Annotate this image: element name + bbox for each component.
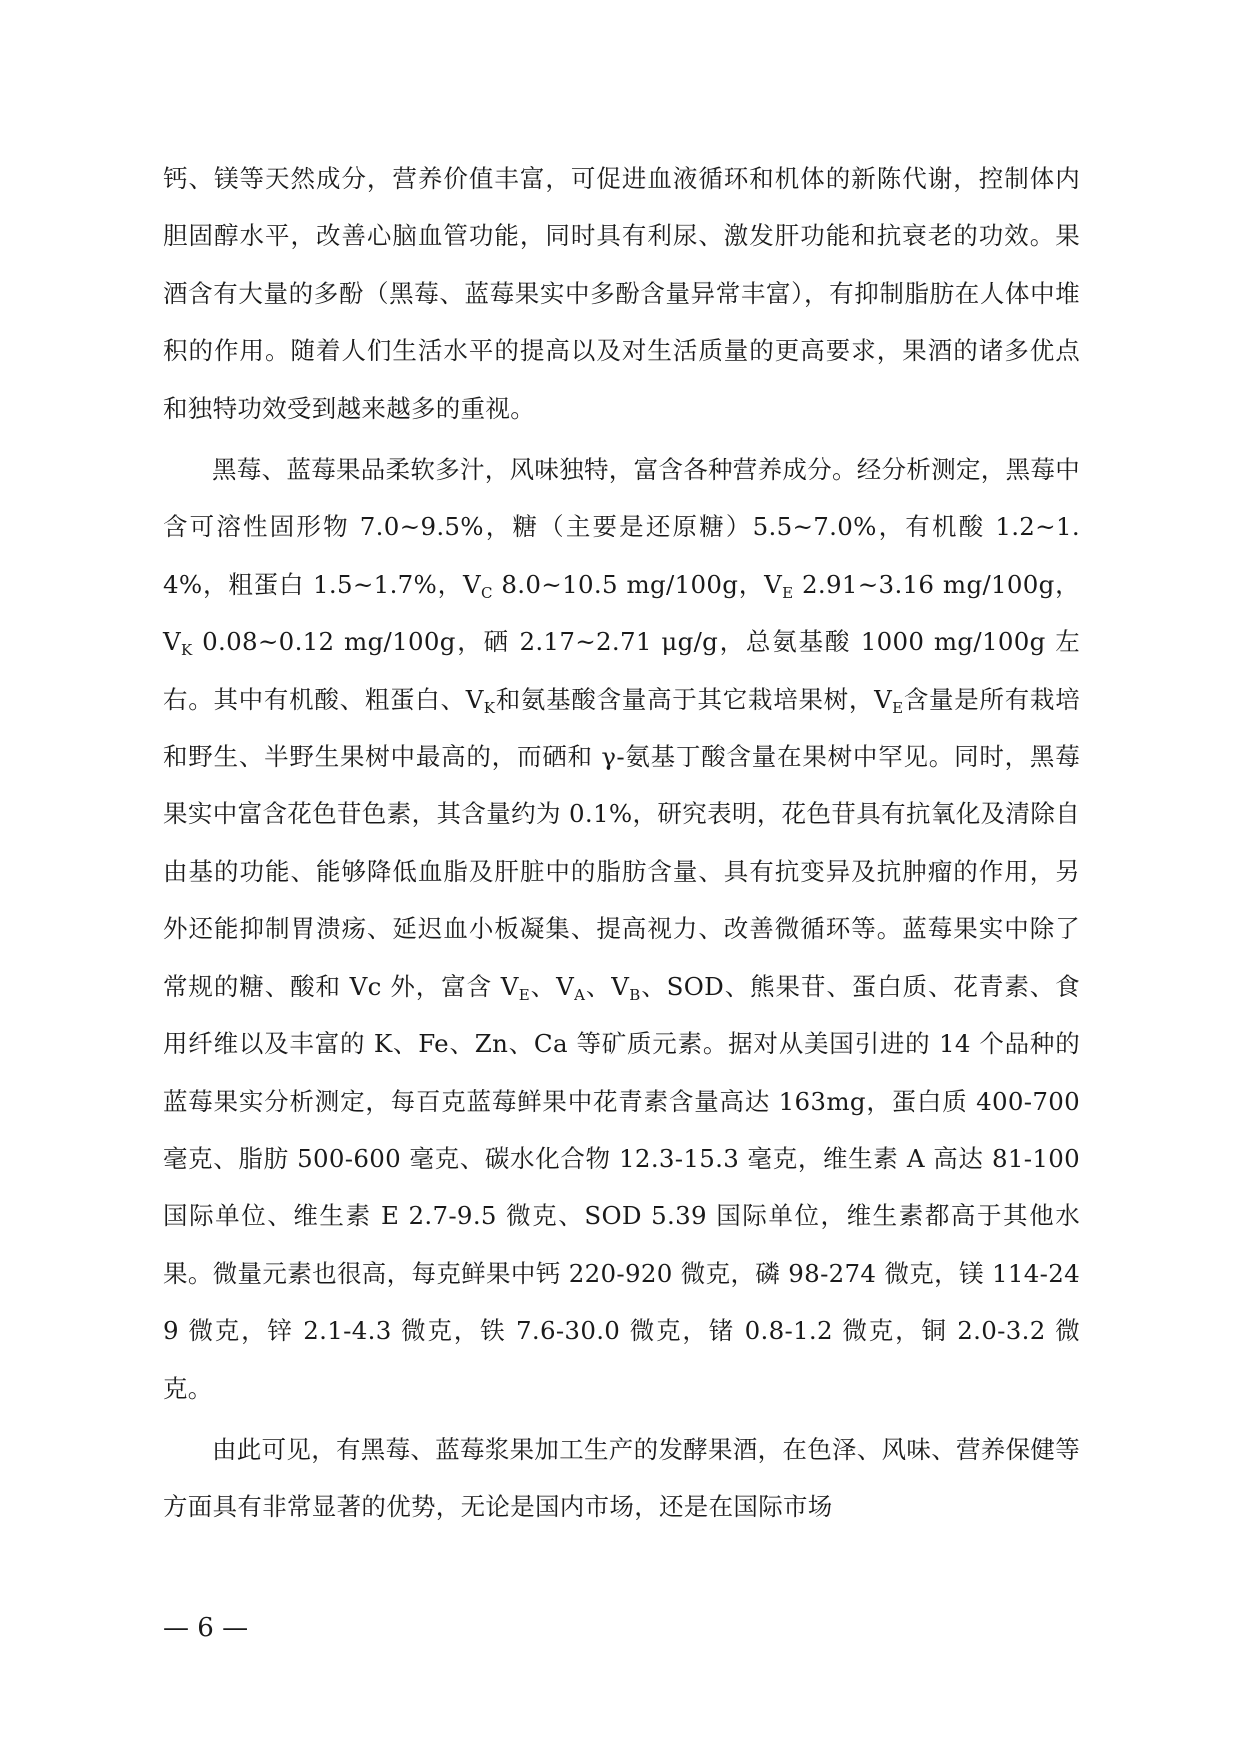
vitamin-k-label: $V_K$ [163, 627, 193, 660]
text-span: 0.08~0.12 mg/100g，硒 2.17~2.71 μg/g，总氨基酸 1000 mg/100g 左右。其中有机酸、粗蛋白、 [163, 627, 1080, 714]
text-span: 含量是所有栽培和野生、半野生果树中最高的，而硒和 γ-氨基丁酸含量在果树中罕见。同时，黑莓果实中富含花色苷色素，其含量约为 0.1%，研究表明，花色苷具有抗氧化及清除自由基的功能、能够降低血脂及肝脏中的脂肪含量、具有抗变异及抗肿瘤的作用，另外还能抑制胃溃疡、延迟血小板凝集、提高视力、改善微循环等。蓝莓果实中除了常规的糖、酸和 Vc 外，富含 [163, 684, 1080, 1001]
text-span: 和氨基酸含量高于其它栽培果树， [495, 684, 875, 714]
vitamin-k-label: $V_K$ [465, 684, 496, 717]
text-span: 、 [585, 971, 612, 1001]
paragraph-health-benefits: 钙、镁等天然成分，营养价值丰富，可促进血液循环和机体的新陈代谢，控制体内胆固醇水平，改善心脑血管功能，同时具有利尿、激发肝功能和抗衰老的功效。果酒含有大量的多酚（黑莓、蓝莓果实中多酚含量异常丰富），有抑制脂肪在人体中堆积的作用。随着人们生活水平的提高以及对生活质量的更高要求，果酒的诸多优点和独特功效受到越来越多的重视。 [163, 164, 1080, 423]
text-span: 、SOD、熊果苷、蛋白质、花青素、食用纤维以及丰富的 K、Fe、Zn、Ca 等矿质元素。据对从美国引进的 14 个品种的蓝莓果实分析测定，每百克蓝莓鲜果中花青素含量高达 163mg，蛋白质 400-700 毫克、脂肪 500-600 毫克、碳水化合物 12.3-15.3 毫克，维生素 A 高达 81-100 国际单位、维生素 E 2.7-9.5 微克、SOD 5.39 国际单位，维生素都高于其他水果。微量元素也很高，每克鲜果中钙 220-920 微克，磷 98-274 微克，镁 114-249 微克，锌 2.1-4.3 微克，铁 7.6-30.0 微克，锗 0.8-1.2 微克，铜 2.0-3.2 微克。 [163, 971, 1080, 1403]
paragraph-nutrition-analysis [163, 441, 1080, 1417]
text-span: 2.91~3.16 mg/100g， [793, 569, 1080, 599]
vitamin-b-label: $V_B$ [611, 971, 641, 1004]
vitamin-a-label: $V_A$ [556, 971, 586, 1004]
vitamin-e-label: $V_E$ [764, 569, 794, 602]
page-number: — 6 — [163, 1613, 249, 1643]
text-span: 黑莓、蓝莓果品柔软多汁，风味独特，富含各种营养成分。经分析测定，黑莓中含可溶性固形物 7.0~9.5%，糖（主要是还原糖）5.5~7.0%，有机酸 1.2~1.4%，粗蛋白 1.5~1.7%， [163, 455, 1080, 599]
text-span: 8.0~10.5 mg/100g， [492, 569, 765, 599]
paragraph-conclusion: 由此可见，有黑莓、蓝莓浆果加工生产的发酵果酒，在色泽、风味、营养保健等方面具有非常显著的优势，无论是国内市场，还是在国际市场 [163, 1434, 1080, 1522]
vitamin-e-label: $V_E$ [500, 971, 531, 1004]
document-body [163, 150, 1080, 1536]
vitamin-e-label: $V_E$ [874, 684, 904, 717]
text-span: 、 [530, 971, 557, 1001]
vitamin-c-label: $V_C$ [463, 569, 493, 602]
